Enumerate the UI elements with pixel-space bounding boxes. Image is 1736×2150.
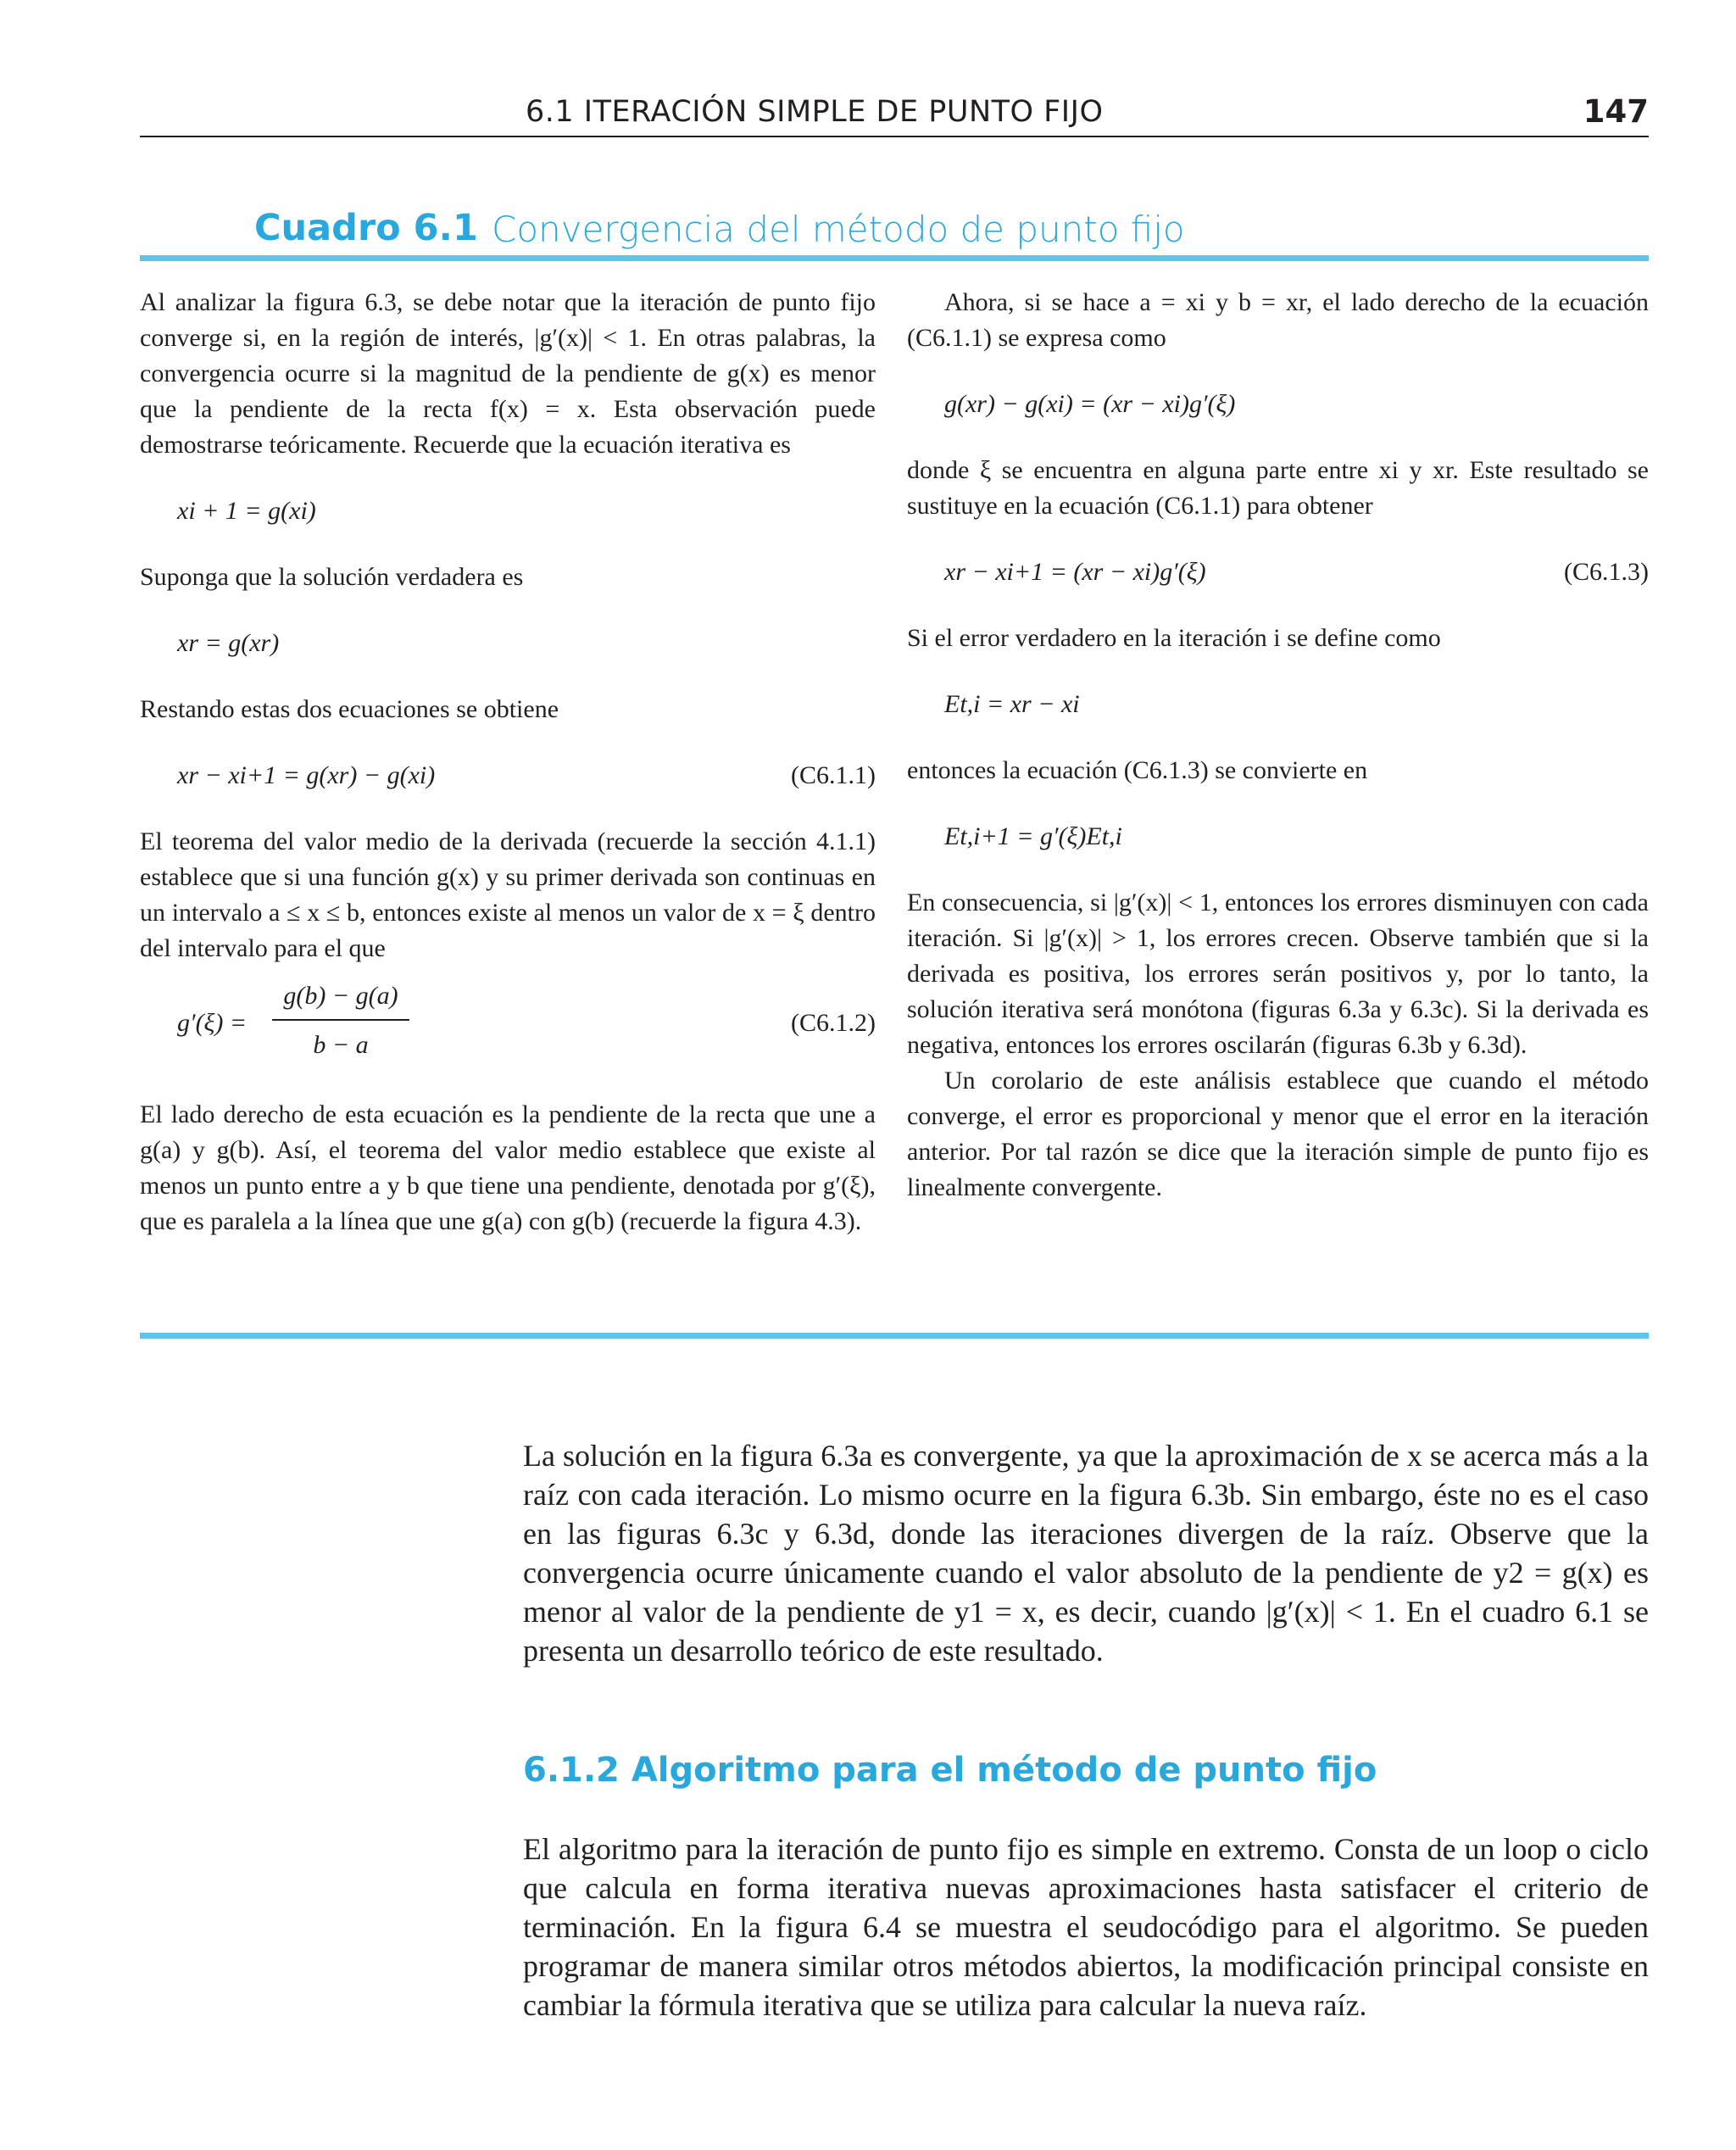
equation-c6-1-2 [177,978,876,1072]
main-paragraph: El algoritmo para la iteración de punto fijo es simple en extremo. Consta de un loop o ciclo que calcula en forma iterativa nuevas aproximaciones hasta satisfacer el criterio de terminación. En la figura 6.4 se muestra el seudocódigo para el algoritmo. Se pueden programar de manera similar otros métodos abiertos, la modificación principal consiste en cambiar la fórmula iterativa que se utiliza para calcular la nueva raíz. [523,1832,1649,2022]
equation-c6-1-1 [177,758,876,794]
equation-text: xr = g(xr) [177,629,280,657]
equation-number: (C6.1.3) [1564,558,1649,586]
box-right-paragraph: donde ξ se encuentra en alguna parte entre xi y xr. Este resultado se sustituye en la ecuación (C6.1.1) para obtener [907,456,1649,520]
equation-lhs: g′(ξ) = [177,1009,248,1037]
fraction-numerator: g(b) − g(a) [272,978,409,1021]
box-right-paragraph: Ahora, si se hace a = xi y b = xr, el lado derecho de la ecuación (C6.1.1) se expresa como [907,288,1649,352]
main-paragraph: La solución en la figura 6.3a es convergente, ya que la aproximación de x se acerca más a la raíz con cada iteración. Lo mismo ocurre en la figura 6.3b. Sin embargo, éste no es el caso en las figuras 6.3c y 6.3d, donde las iteraciones divergen de la raíz. Observe que la convergencia ocurre únicamente cuando el valor absoluto de la pendiente de y2 = g(x) es menor al valor de la pendiente de y1 = x, es decir, cuando |g′(x)| < 1. En el cuadro 6.1 se presenta un desarrollo teórico de este resultado. [523,1439,1649,1668]
box-top-rule [140,255,1649,261]
box-label: Cuadro 6.1 [254,207,478,249]
equation-text: Et,i = xr − xi [944,690,1080,718]
box-left-column [140,285,876,1239]
box-right-paragraph: Un corolario de este análisis establece que cuando el método converge, el error es proporcional y menor que el error en la iteración anterior. Por tal razón se dice que la iteración simple de punto fijo es linealmente convergente. [907,1067,1649,1201]
box-left-paragraph: Restando estas dos ecuaciones se obtiene [140,695,559,723]
fraction-denominator: b − a [313,1031,369,1059]
box-right-paragraph: En consecuencia, si |g′(x)| < 1, entonces los errores disminuyen con cada iteración. Si |g′(x)| > 1, los errores crecen. Observe también que si la derivada es positiva, los errores serán positivos y, por lo tanto, la solución iterativa será monótona (figuras 6.3a y 6.3c). Si la derivada es negativa, entonces los errores oscilarán (figuras 6.3b y 6.3d). [907,888,1649,1059]
algorithm-text [523,1830,1649,2025]
box-title: Convergencia del método de punto fijo [492,209,1185,250]
equation-c6-1-3 [944,554,1649,590]
section-heading: 6.1.2 Algoritmo para el método de punto fijo [523,1751,1377,1790]
box-left-paragraph: Al analizar la figura 6.3, se debe notar que la iteración de punto fijo converge si, en la región de interés, |g′(x)| < 1. En otras palabras, la convergencia ocurre si la magnitud de la pendiente de g(x) es menor que la pendiente de la recta f(x) = x. Esta observación puede demostrarse teóricamente. Recuerde que la ecuación iterativa es [140,288,876,459]
equation-text: xi + 1 = g(xi) [177,497,316,525]
box-right-paragraph: entonces la ecuación (C6.1.3) se convierte en [907,756,1368,784]
main-text [523,1436,1649,1670]
box-bottom-rule [140,1333,1649,1339]
header-rule [140,136,1649,137]
running-header-title: 6.1 ITERACIÓN SIMPLE DE PUNTO FIJO [526,95,1104,129]
box-left-paragraph: El lado derecho de esta ecuación es la pendiente de la recta que une a g(a) y g(b). Así, el teorema del valor medio establece que existe al menos un punto entre a y b que tiene una pendiente, denotada por g′(ξ), que es paralela a la línea que une g(a) con g(b) (recuerde la figura 4.3). [140,1100,876,1235]
equation [177,493,876,529]
box-right-paragraph: Si el error verdadero en la iteración i se define como [907,624,1441,652]
equation [177,626,876,661]
equation-number: (C6.1.2) [791,1009,876,1037]
fraction [272,978,409,1063]
equation-text: g(xr) − g(xi) = (xr − xi)g′(ξ) [944,390,1236,418]
box-left-paragraph: El teorema del valor medio de la derivada (recuerde la sección 4.1.1) establece que si una función g(x) y su primer derivada son continuas en un intervalo a ≤ x ≤ b, entonces existe al menos un valor de x = ξ dentro del intervalo para el que [140,827,876,962]
equation-text: Et,i+1 = g′(ξ)Et,i [944,822,1122,850]
equation [944,819,1649,855]
box-left-paragraph: Suponga que la solución verdadera es [140,563,524,591]
box-right-column [907,285,1649,1206]
equation-text: xr − xi+1 = g(xr) − g(xi) [177,761,436,789]
equation-number: (C6.1.1) [791,761,876,789]
equation-text: xr − xi+1 = (xr − xi)g′(ξ) [944,558,1206,586]
equation [944,687,1649,722]
page-number: 147 [1583,93,1649,130]
equation [944,387,1649,422]
